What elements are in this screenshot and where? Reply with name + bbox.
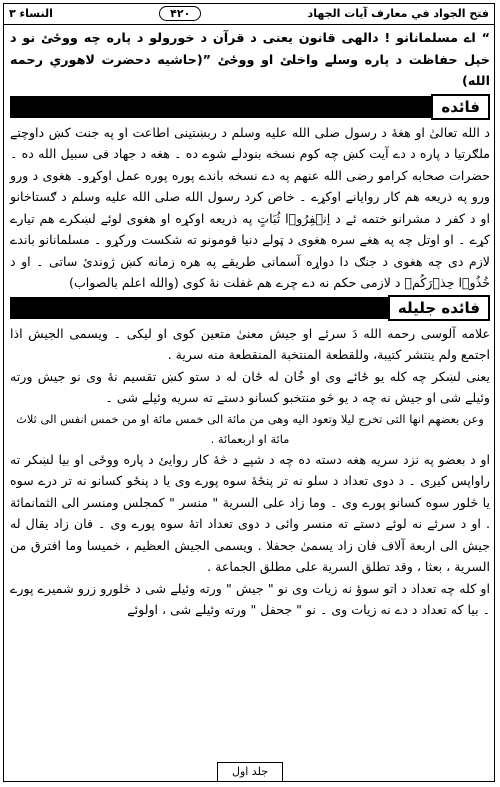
intro-quote: “ اے مسلمانانو ! دالهى قانون يعنى د قرآن د خورولو د پاره چه ووځئ نو د خپل حفاظت د پاره وسلے واخلئ او ووځئ ”(حاشيه دحضرت لاهوري رحمه الله): [10, 31, 490, 89]
page-content: [10, 28, 490, 621]
page-footer: [0, 760, 500, 784]
section-paragraph: او د بعضو په نزد سریه هغه دسته ده چه د شپے د څهٔ کار روایئ د پاره ووځی او بیا لښکر ته راواپس کیږی ۔ د دوی تعداد د سلو نه تر پنځهٔ سوه پورے وی یا د پنځو کسانو نه تر درے سوه یا څلور سوه کسانو پورے وی ۔ وما زاد على السرية " منسر " کمجلس ومنسر الى الثمانمائة . او د سرئے نه لوئے دستے ته منسر وائی د دوی تعداد اتهٔ سوه پورے وی ۔ فان زاد يقال له جيش الى اربعة آلاف فان زاد يسمیٰ جحفلا . ويسمى الجيش العظيم ، خميسا وما افترق من السرية ، بعثا ، وقد تطلق السرية على مطلق الجماعة .: [10, 451, 490, 574]
section-paragraph: او کله چه تعداد د اتو سوؤ نه زیات وی نو " جیش " ورته وئیلے شی د څلورو زرو شمیرے پورے ۔ بیا که تعداد د دے نه زیات وی ۔ نو " جحفل " ورته وئیلے شی ، اولوئے: [10, 580, 490, 617]
arabic-quote: وعن بعضهم انها التى تخرج ليلا وتعود اليه وهى من مائة الى خمس مائة او من خمس انفس الى ثلاث مائة او اربعمائة .: [16, 411, 484, 446]
section-heading-bar: [10, 297, 490, 319]
section-heading: فائده: [431, 94, 490, 120]
section-heading: فائده جليله: [388, 295, 490, 321]
section-paragraph: یعنی لښکر چه کله یو ځائے وی او خُان له ځان له د ستو کښ تقسیم نهٔ وی نو جیش ورته وئیلے شی او جیش نه چه د یو څو منتخبو کسانو دستے ته سریه وئیلے شی ۔: [10, 368, 490, 405]
section-paragraph: علامه آلوسی رحمه الله دَ سرئے او جیش معنیٰ متعین کوی او لیکی ۔ ویسمی الجیش اذا اجتمع ولم ینتشر کتیبة، وللقطعة المنتخبة المنقطعة منه سرية .: [10, 325, 490, 362]
page-header: [3, 3, 495, 25]
section-paragraph: د الله تعالیٰ او هغهٔ د رسول صلی الله علیه وسلم د ربښتینی اطاعت او په جنت کښ داوچتے ملګرتیا د پاره د دے آیت کښ چه کوم نسخه بنودلے شوے ده ۔ هغه د جهاد فی سبیل الله ده ۔ حضرات صحابه کرامو رضی الله عنهم په دے نسخه باندے پوره پوره عمل اوکړو۔ هغوی د ورو ورو په ذریعه هم کار روایانے اوکړے ۔ خاص کرد رسول الله صلی الله علیه وسلم د ګستاخانو او د کفر د مشرانو ختمه ئے د اِنۡفِرُوۡا ثُبَاتٍ په ذریعه اوکړه او هغوی لوئے لښکرے هم تیارے کړے ۔ او اوتل چه په هغے سره هغوی د ټولے دنیا قومونو ته شکست ورکړو ۔ مسلمانانو باندے لازم دی چه هغوی د جنګ دا دواړه آسمانی طریقے په هره زمانه کښ ژوندئ ساتی ۔ او د خُذُوۡا حِذۡرَکُمۡ د لازمی حکم نه دے چرے هم غفلت نهٔ کوی (والله اعلم بالصواب): [10, 124, 490, 290]
surah-title: النساء ۳: [9, 7, 53, 20]
volume-label: جلد اول: [217, 762, 283, 782]
page-number: ۴۲۰: [159, 6, 201, 21]
book-title: فتح الجواد في معارف آيات الجهاد: [307, 7, 489, 20]
section-heading-bar: [10, 96, 490, 118]
